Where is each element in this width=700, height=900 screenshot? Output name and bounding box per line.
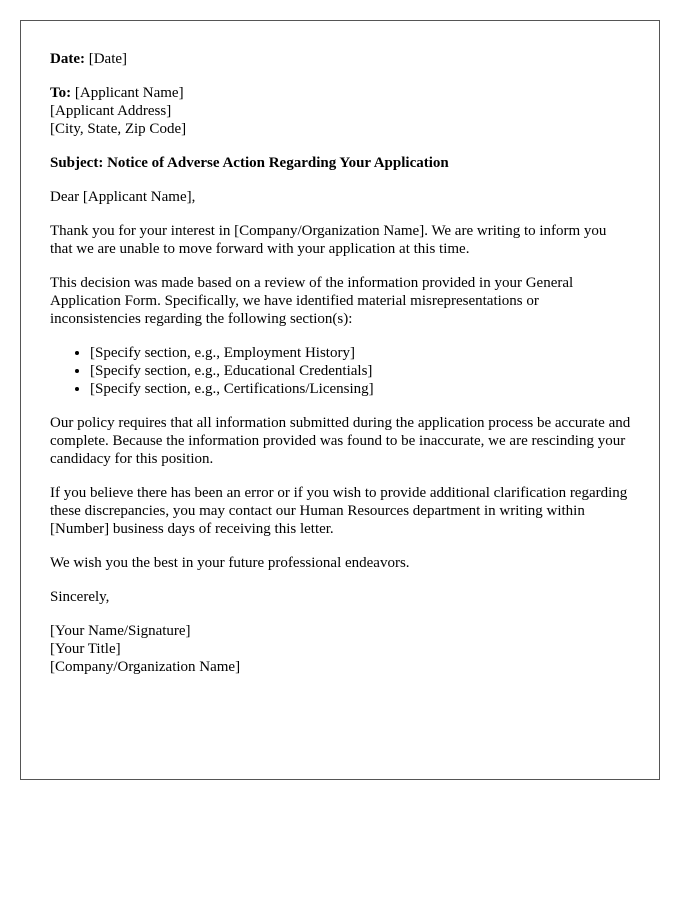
body-paragraph: This decision was made based on a review of the information provided in your General Application Form. Specifically, we have identified material misrepresentations or inconsistencies regarding the following section(s):	[50, 275, 574, 327]
to-label: To:	[50, 85, 72, 101]
recipient-city: [City, State, Zip Code]	[50, 121, 187, 137]
date-line	[50, 50, 631, 68]
salutation: Dear [Applicant Name],	[50, 189, 196, 205]
signature-name: [Your Name/Signature]	[50, 623, 191, 639]
subject-line: Subject: Notice of Adverse Action Regarding Your Application	[50, 155, 449, 171]
body-paragraph: Thank you for your interest in [Company/Organization Name]. We are writing to inform you that we are unable to move forward with your application at this time.	[50, 223, 607, 257]
recipient-address: [Applicant Address]	[50, 103, 172, 119]
body-paragraph: We wish you the best in your future professional endeavors.	[50, 555, 410, 571]
date-value: [Date]	[88, 51, 128, 67]
list-item: • [Specify section, e.g., Educational Credentials]	[90, 362, 631, 380]
sections-list	[50, 344, 631, 398]
signature-company: [Company/Organization Name]	[50, 659, 241, 675]
date-label: Date:	[50, 51, 85, 67]
letter-document	[20, 20, 660, 780]
list-item: • [Specify section, e.g., Certifications/Licensing]	[90, 380, 631, 398]
closing: Sincerely,	[50, 589, 110, 605]
recipient-block	[50, 84, 631, 138]
signature-title: [Your Title]	[50, 641, 121, 657]
body-paragraph: If you believe there has been an error or if you wish to provide additional clarification regarding these discrepancies, you may contact our Human Resources department in writing within [Number] business days of receiving this letter.	[50, 485, 628, 537]
recipient-name-line	[50, 84, 631, 102]
body-paragraph: Our policy requires that all information submitted during the application process be accurate and complete. Because the information provided was found to be inaccurate, we are rescinding your candidacy for this position.	[50, 415, 631, 467]
recipient-name: [Applicant Name]	[74, 85, 184, 101]
list-item: • [Specify section, e.g., Employment History]	[90, 344, 631, 362]
signature-block	[50, 622, 631, 676]
